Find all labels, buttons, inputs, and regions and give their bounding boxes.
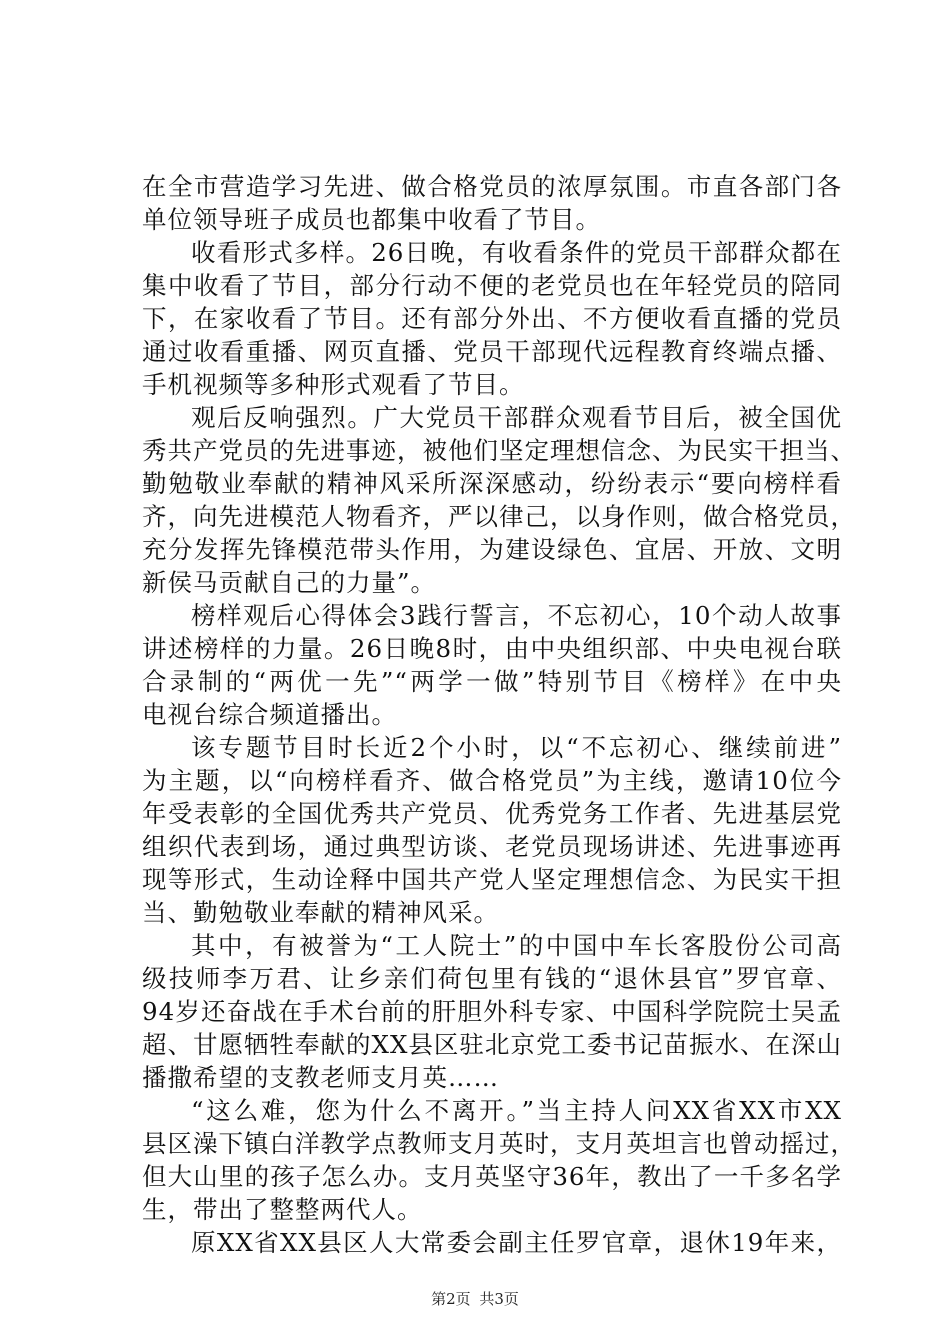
text-line: 充分发挥先锋模范带头作用，为建设绿色、宜居、开放、文明 (142, 535, 842, 564)
text-line: 观后反响强烈。广大党员干部群众观看节目后，被全国优 (191, 403, 842, 432)
text-line: 新侯马贡献自己的力量”。 (142, 568, 437, 597)
text-line: 集中收看了节目，部分行动不便的老党员也在年轻党员的陪同 (142, 271, 842, 300)
page-footer (0, 1289, 950, 1309)
text-line: 讲述榜样的力量。26日晚8时，由中央组织部、中央电视台联 (142, 634, 842, 663)
text-line: 下，在家收看了节目。还有部分外出、不方便收看直播的党员 (142, 304, 842, 333)
document-body (142, 170, 856, 1259)
text-line: 为主题，以“向榜样看齐、做合格党员”为主线，邀请10位今 (142, 766, 842, 795)
text-line: 电视台综合频道播出。 (142, 700, 397, 729)
text-line: 收看形式多样。26日晚，有收看条件的党员干部群众都在 (191, 238, 842, 267)
text-line: 单位领导班子成员也都集中收看了节目。 (142, 205, 601, 234)
text-line: 合录制的“两优一先”“两学一做”特别节目《榜样》在中央 (142, 667, 842, 696)
text-line: 播撒希望的支教老师支月英…… (142, 1063, 499, 1092)
text-line: 94岁还奋战在手术台前的肝胆外科专家、中国科学院院士吴孟 (142, 997, 842, 1026)
page-number: 第2页 (431, 1290, 471, 1308)
page-total: 共3页 (479, 1290, 519, 1308)
text-line: 齐，向先进模范人物看齐，严以律己，以身作则，做合格党员， (142, 502, 856, 531)
text-line: “这么难，您为什么不离开。”当主持人问XX省XX市XX (191, 1096, 842, 1125)
text-line: 但大山里的孩子怎么办。支月英坚守36年，教出了一千多名学 (142, 1162, 842, 1191)
text-line: 勤勉敬业奉献的精神风采所深深感动，纷纷表示“要向榜样看 (142, 469, 842, 498)
text-line: 榜样观后心得体会3践行誓言，不忘初心，10个动人故事 (191, 601, 842, 630)
text-line: 通过收看重播、网页直播、党员干部现代远程教育终端点播、 (142, 337, 842, 366)
text-line: 原XX省XX县区人大常委会副主任罗官章，退休19年来， (191, 1228, 842, 1257)
text-line: 县区澡下镇白洋教学点教师支月英时，支月英坦言也曾动摇过， (142, 1129, 856, 1158)
text-line: 级技师李万君、让乡亲们荷包里有钱的“退休县官”罗官章、 (142, 964, 842, 993)
text-line: 年受表彰的全国优秀共产党员、优秀党务工作者、先进基层党 (142, 799, 842, 828)
text-line: 超、甘愿牺牲奉献的XX县区驻北京党工委书记苗振水、在深山 (142, 1030, 842, 1059)
text-line: 该专题节目时长近2个小时，以“不忘初心、继续前进” (191, 733, 842, 762)
text-line: 组织代表到场，通过典型访谈、老党员现场讲述、先进事迹再 (142, 832, 842, 861)
text-line: 手机视频等多种形式观看了节目。 (142, 370, 525, 399)
text-line: 当、勤勉敬业奉献的精神风采。 (142, 898, 499, 927)
text-line: 其中，有被誉为“工人院士”的中国中车长客股份公司高 (191, 931, 842, 960)
text-line: 生，带出了整整两代人。 (142, 1195, 423, 1224)
text-line: 现等形式，生动诠释中国共产党人坚定理想信念、为民实干担 (142, 865, 842, 894)
text-line: 在全市营造学习先进、做合格党员的浓厚氛围。市直各部门各 (142, 172, 842, 201)
text-line: 秀共产党员的先进事迹，被他们坚定理想信念、为民实干担当、 (142, 436, 856, 465)
